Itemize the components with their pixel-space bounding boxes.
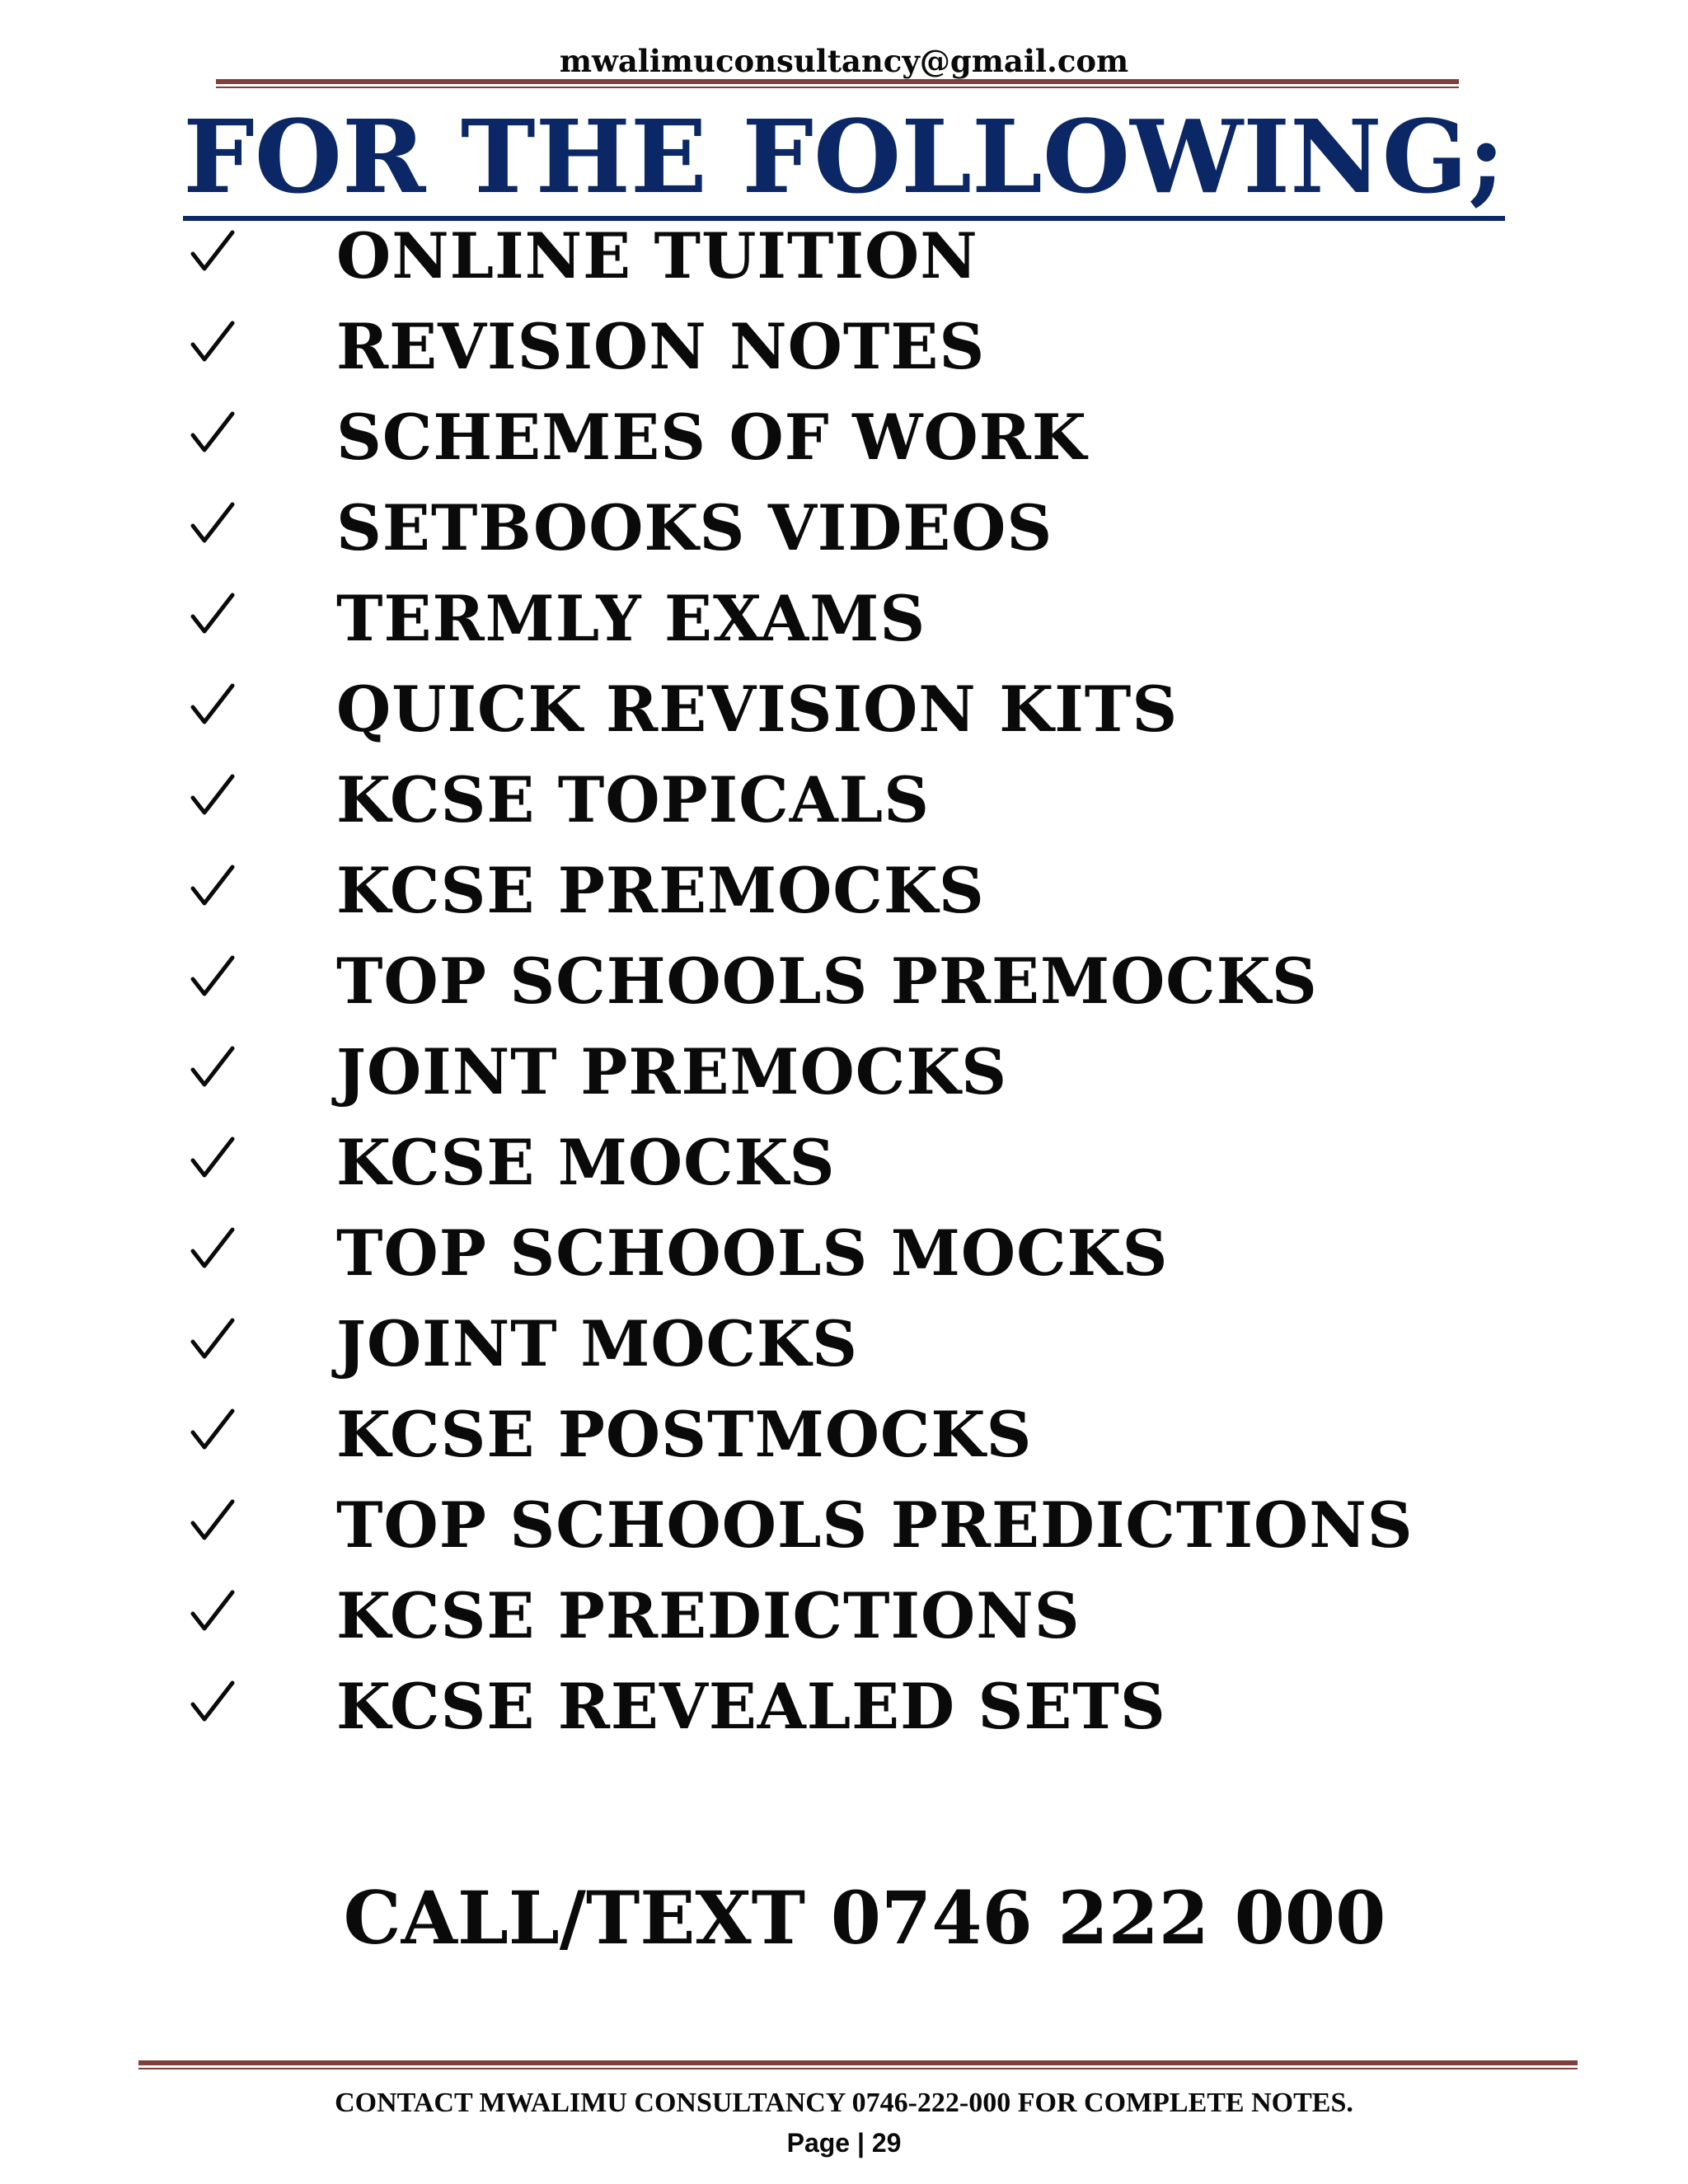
checkmark-icon (188, 318, 237, 368)
list-item-label: KCSE MOCKS (336, 1126, 836, 1199)
checkmark-icon (188, 1587, 237, 1637)
list-item (0, 936, 1688, 1027)
list-item (0, 392, 1688, 483)
list-item (0, 1118, 1688, 1208)
list-item-label: SCHEMES OF WORK (336, 401, 1087, 474)
checkmark-icon (188, 1225, 237, 1274)
list-item-label: KCSE POSTMOCKS (336, 1398, 1033, 1471)
checkmark-icon (188, 409, 237, 458)
list-item-label: TERMLY EXAMS (336, 582, 926, 655)
checkmark-icon (188, 499, 237, 549)
checkmark-icon (188, 1315, 237, 1365)
checkmark-icon (188, 227, 237, 277)
list-item-label: REVISION NOTES (336, 310, 986, 383)
checkmark-icon (188, 1406, 237, 1455)
list-item-label: TOP SCHOOLS MOCKS (336, 1216, 1169, 1290)
list-item (0, 1208, 1688, 1299)
checkmark-icon (188, 1678, 237, 1727)
checkmark-icon (188, 771, 237, 821)
list-item (0, 1027, 1688, 1118)
list-item (0, 1571, 1688, 1661)
list-item (0, 755, 1688, 846)
checkmark-icon (188, 1043, 237, 1093)
list-item-label: QUICK REVISION KITS (336, 673, 1179, 746)
list-item (0, 1480, 1688, 1571)
checkmark-icon (188, 953, 237, 1002)
call-to-action: CALL/TEXT 0746 222 000 (343, 1875, 1386, 1961)
list-item-label: KCSE PREDICTIONS (336, 1579, 1081, 1652)
list-item-label: TOP SCHOOLS PREMOCKS (336, 944, 1318, 1018)
list-item-label: KCSE TOPICALS (336, 763, 931, 837)
checkmark-icon (188, 681, 237, 730)
page-number: Page | 29 (786, 2128, 902, 2158)
list-item (0, 574, 1688, 664)
list-item-label: JOINT MOCKS (336, 1307, 858, 1380)
checkmark-icon (188, 590, 237, 640)
checkmark-icon (188, 862, 237, 912)
checkmark-icon (188, 1497, 237, 1546)
footer-contact: CONTACT MWALIMU CONSULTANCY 0746-222-000 FOR COMPLETE NOTES. (335, 2088, 1353, 2118)
list-item (0, 483, 1688, 574)
list-item-label: KCSE REVEALED SETS (336, 1670, 1166, 1743)
list-item-label: SETBOOKS VIDEOS (336, 491, 1053, 565)
page-title (0, 99, 1688, 214)
list-item (0, 846, 1688, 936)
header-email: mwalimuconsultancy@gmail.com (559, 43, 1129, 79)
page-title-text: FOR THE FOLLOWING; (183, 97, 1505, 221)
footer-divider (138, 2060, 1578, 2069)
list-item (0, 1299, 1688, 1390)
list-item-label: TOP SCHOOLS PREDICTIONS (336, 1488, 1414, 1562)
list-item-label: JOINT PREMOCKS (336, 1035, 1008, 1108)
list-item (0, 302, 1688, 392)
header-divider (216, 79, 1459, 88)
list-item (0, 1661, 1688, 1752)
list-item (0, 664, 1688, 755)
list-item (0, 1390, 1688, 1480)
list-item (0, 211, 1688, 302)
checkmark-icon (188, 1134, 237, 1183)
list-item-label: KCSE PREMOCKS (336, 854, 985, 927)
list-item-label: ONLINE TUITION (336, 219, 978, 293)
services-list (0, 211, 1688, 1752)
